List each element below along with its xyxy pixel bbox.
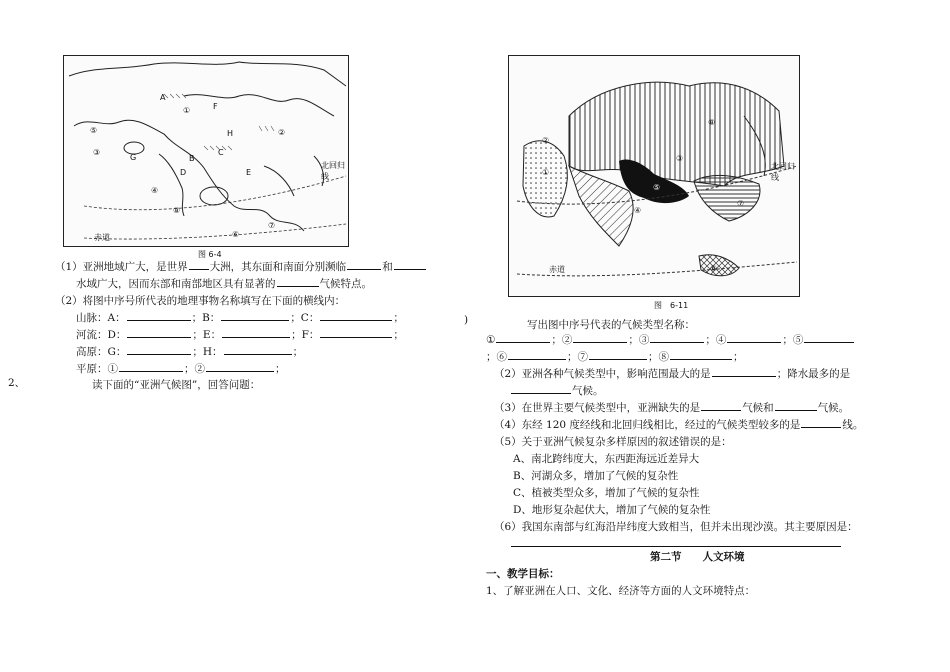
map-label-c: C: [218, 148, 224, 157]
right-q5-title: （5）关于亚洲气候复杂多样原因的叙述错误的是：: [494, 436, 732, 448]
q2-rainiest-blank[interactable]: [511, 383, 571, 394]
q2-item-label: D：: [107, 329, 127, 341]
climate-blank-7[interactable]: [589, 349, 647, 360]
right-map-caption: 图 6-11: [654, 301, 689, 310]
climate-blank-5[interactable]: [804, 332, 854, 343]
climate-label-8: ⑧: [708, 118, 716, 127]
q2-row-label: 山脉：: [76, 312, 108, 324]
q2-text: （2）亚洲各种气候类型中，影响范围最大的是: [494, 368, 711, 380]
q2-largest-blank[interactable]: [712, 366, 776, 377]
map-label-f: F: [213, 102, 218, 111]
q2-blank-e[interactable]: [222, 327, 290, 338]
q1-text-a: （1）亚洲地域广大，是世界: [55, 261, 188, 273]
climate-label-4: ④: [634, 206, 642, 215]
q2-blank-f[interactable]: [320, 327, 392, 338]
q1-blank-2[interactable]: [347, 259, 381, 270]
q1-blank-4[interactable]: [277, 276, 319, 287]
map-label-d: D: [180, 168, 187, 177]
climate-num-label: ；: [733, 351, 744, 363]
q5-option-b: B、河湖众多，增加了气候的复杂性: [513, 470, 679, 482]
section-title: 第二节 人文环境: [650, 551, 745, 563]
teaching-goal-1: 1、了解亚洲在人口、文化、经济等方面的人文环境特点：: [486, 585, 756, 597]
map-label-8: ⑧: [173, 206, 181, 215]
climate-label-7: ⑦: [737, 199, 745, 208]
q2-blank-c[interactable]: [320, 310, 392, 321]
climate-num-label: ；⑧: [648, 351, 669, 363]
climate-label-3: ③: [676, 154, 684, 163]
q2-blank-h[interactable]: [224, 344, 292, 355]
right-q1-title: 写出图中序号代表的气候类型名称：: [527, 319, 695, 331]
q2-blank-b[interactable]: [221, 310, 289, 321]
map-label-4: ④: [151, 186, 159, 195]
q2-text: ；降水最多的是: [776, 368, 851, 380]
climate-blank-1[interactable]: [496, 332, 550, 343]
q2-item-label: ；: [393, 312, 404, 324]
climate-label-6: ⑥: [710, 264, 718, 273]
climate-label-1: ①: [542, 168, 550, 177]
climate-map-drawing: [509, 56, 799, 296]
map-label-1: ①: [183, 106, 191, 115]
climate-num-label: ①: [486, 334, 496, 346]
map-label-a: A: [160, 93, 166, 102]
climate-label-5: ⑤: [653, 183, 661, 192]
climate-num-label: ；③: [628, 334, 650, 346]
q2-text: 气候。: [572, 385, 604, 397]
map-label-h: H: [227, 129, 234, 138]
left-q1-line2: [76, 276, 372, 291]
q2-row-plains: [76, 361, 286, 376]
q2-row-label: 河流：: [76, 329, 108, 341]
q1-blank-1[interactable]: [189, 259, 209, 270]
stray-paren: ): [464, 314, 469, 326]
q1-text-e: 气候特点。: [319, 278, 372, 290]
climate-num-label: ；⑥: [486, 351, 507, 363]
q3-blank-2[interactable]: [775, 400, 817, 411]
climate-blank-4[interactable]: [727, 332, 781, 343]
map-label-tropic: 北回归线: [321, 161, 345, 181]
climate-num-label: ；②: [551, 334, 573, 346]
q3-blank-1[interactable]: [701, 400, 741, 411]
q2-item-label: ；: [275, 363, 286, 375]
climate-num-label: ；④: [705, 334, 727, 346]
q1-text-b: 大洲，其东面和南面分别濒临: [209, 261, 347, 273]
right-q2-line2: [510, 383, 604, 398]
left-q2-title: （2）将图中序号所代表的地理事物名称填写在下面的横线内：: [55, 295, 346, 307]
q2-row-label: 高原：: [76, 346, 108, 358]
q2-item-label: ；: [292, 346, 304, 358]
q2-blank-plain-2[interactable]: [206, 361, 274, 372]
right-q3: [494, 400, 849, 415]
map-label-3: ③: [93, 148, 101, 157]
q1-blank-3[interactable]: [394, 259, 426, 270]
q2-item-label: ；H：: [192, 346, 223, 358]
left-q1-line1: [55, 259, 427, 274]
q2-blank-d[interactable]: [127, 327, 191, 338]
q2-item-label: A：: [107, 312, 126, 324]
q5-option-a: A、南北跨纬度大，东西距海远近差异大: [513, 453, 700, 465]
q2-item-label: ；: [393, 329, 404, 341]
right-q1-row2: [486, 349, 744, 364]
q6-answer-line[interactable]: [511, 546, 841, 547]
q4-text: （4）东经 120 度经线和北回归线相比，经过的气候类型较多的是: [494, 419, 801, 431]
map-label-7: ⑦: [268, 221, 276, 230]
left-map-caption: 图 6-4: [198, 250, 222, 259]
q4-blank[interactable]: [801, 417, 841, 428]
climate-label-tropic: 北回归线: [771, 162, 795, 182]
q2-blank-a[interactable]: [127, 310, 191, 321]
map-label-g: G: [130, 153, 137, 162]
map-label-e: E: [246, 168, 252, 177]
q2-item-label: ；B：: [191, 312, 221, 324]
q5-option-c: C、植被类型众多，增加了气候的复杂性: [513, 487, 700, 499]
q2-item-label: G：: [107, 346, 127, 358]
asia-map-drawing: [64, 56, 348, 246]
climate-label-equator: 赤道: [549, 265, 565, 274]
map-label-5: ⑤: [90, 126, 98, 135]
q2-item-label: ；F：: [291, 329, 320, 341]
climate-num-label: ；⑦: [567, 351, 588, 363]
map-label-2: ②: [278, 128, 286, 137]
right-q4: [494, 417, 863, 432]
map-label-6: ⑥: [232, 230, 240, 239]
map-label-equator: 赤道: [94, 233, 110, 242]
asia-physical-map: [63, 55, 349, 247]
q2-blank-plain-1[interactable]: [119, 361, 183, 372]
climate-num-label: ；⑤: [782, 334, 804, 346]
climate-label-2: ②: [542, 136, 550, 145]
q3-text: 气候和: [742, 402, 774, 414]
q1-text-c: 和: [382, 261, 393, 273]
q4-text: 线。: [842, 419, 864, 431]
q2-row-mountains: [76, 310, 404, 325]
q2-row-plateaus: [76, 344, 303, 359]
q1-text-d: 水域广大，因而东部和南部地区具有显著的: [76, 278, 276, 290]
q5-option-d: D、地形复杂起伏大，增加了气候的复杂性: [513, 504, 711, 516]
climate-blank-6[interactable]: [508, 349, 566, 360]
climate-blank-3[interactable]: [650, 332, 704, 343]
q2-row-label: 平原：: [76, 363, 108, 375]
q2-row-rivers: [76, 327, 404, 342]
right-q6: （6）我国东南部与红海沿岸纬度大致相当，但并未出现沙漠。其主要原因是：: [494, 521, 858, 533]
q2-item-label: ①: [107, 363, 118, 375]
question-number-2: 2、: [8, 377, 26, 389]
q2-blank-g[interactable]: [127, 344, 191, 355]
q2-item-label: ；C：: [290, 312, 320, 324]
right-q1-row1: [486, 332, 855, 347]
map-label-b: B: [189, 154, 195, 163]
asia-climate-map: [508, 55, 800, 297]
climate-blank-8[interactable]: [670, 349, 732, 360]
q2-item-label: ；E：: [192, 329, 222, 341]
q3-text: 气候。: [817, 402, 850, 414]
teaching-goals-heading: 一、教学目标：: [486, 568, 560, 580]
q2-item-label: ；②: [184, 363, 205, 375]
right-q2-line1: [494, 366, 850, 381]
climate-map-instruction: 读下面的“亚洲气候图”，回答问题：: [92, 379, 261, 391]
climate-blank-2[interactable]: [573, 332, 627, 343]
q3-text: （3）在世界主要气候类型中，亚洲缺失的是: [494, 402, 701, 414]
